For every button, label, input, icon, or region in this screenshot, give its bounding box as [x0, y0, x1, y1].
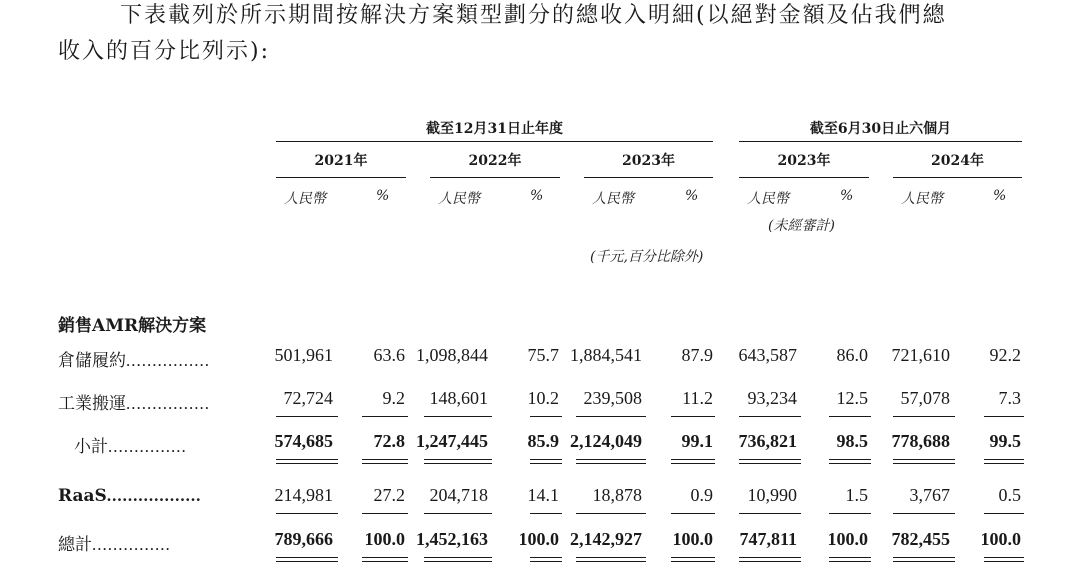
year-rule-2023-interim [739, 177, 869, 178]
amount-cell: 2,142,927 [570, 529, 642, 549]
amount-cell: 501,961 [274, 345, 333, 365]
percent-cell: 85.9 [527, 431, 559, 451]
underline-rule [739, 561, 801, 562]
year-rule-2023 [584, 177, 713, 178]
currency-label-2022: 人民幣 [438, 191, 480, 207]
underline-rule [276, 463, 338, 464]
header-interim-rule [739, 141, 1022, 142]
underline-rule [576, 463, 646, 464]
underline-rule [739, 459, 801, 460]
underline-rule [424, 513, 492, 514]
percent-cell: 92.2 [989, 345, 1021, 365]
percent-cell: 100.0 [672, 529, 713, 549]
leader-dots: ............... [108, 437, 187, 456]
pct-label-2023: % [685, 188, 699, 204]
underline-rule [893, 513, 955, 514]
underline-rule [276, 561, 338, 562]
underline-rule [576, 561, 646, 562]
currency-label-2021: 人民幣 [284, 191, 326, 207]
underline-rule [424, 459, 492, 460]
underline-rule [829, 416, 871, 417]
percent-cell: 11.2 [682, 388, 713, 408]
underline-rule [362, 557, 408, 558]
underline-rule [984, 513, 1024, 514]
year-rule-2022 [430, 177, 560, 178]
leader-dots: ................ [126, 394, 210, 413]
underline-rule [829, 513, 871, 514]
underline-rule [829, 459, 871, 460]
underline-rule [576, 513, 646, 514]
row-label [58, 486, 201, 506]
percent-cell: 100.0 [827, 529, 868, 549]
amount-cell: 148,601 [429, 388, 488, 408]
amount-cell: 736,821 [738, 431, 797, 451]
underline-rule [739, 463, 801, 464]
year-header-2023: 2023年 [622, 153, 675, 169]
underline-rule [671, 561, 715, 562]
underline-rule [276, 513, 338, 514]
underline-rule [276, 557, 338, 558]
underline-rule [984, 561, 1024, 562]
year-header-2022: 2022年 [468, 153, 522, 169]
underline-rule [893, 463, 955, 464]
row-label-text: 總計 [58, 535, 92, 555]
percent-cell: 12.5 [836, 388, 868, 408]
amount-cell: 57,078 [900, 388, 950, 408]
year-header-2021: 2021年 [314, 153, 368, 169]
underline-rule [671, 459, 715, 460]
amount-cell: 1,452,163 [416, 529, 488, 549]
percent-cell: 99.1 [681, 431, 713, 451]
amount-cell: 93,234 [747, 388, 797, 408]
underline-rule [893, 459, 955, 460]
underline-rule [530, 459, 562, 460]
underline-rule [530, 557, 562, 558]
underline-rule [424, 463, 492, 464]
year-rule-2024 [893, 177, 1022, 178]
header-annual-rule [276, 141, 713, 142]
percent-cell: 1.5 [845, 485, 868, 505]
underline-rule [739, 557, 801, 558]
amount-cell: 643,587 [738, 345, 797, 365]
percent-cell: 7.3 [998, 388, 1021, 408]
intro-line-2: 收入的百分比列示): [58, 39, 270, 64]
underline-rule [424, 416, 492, 417]
row-label [58, 389, 210, 414]
percent-cell: 87.9 [681, 345, 713, 365]
amount-cell: 10,990 [747, 485, 797, 505]
pct-label-2021: % [376, 188, 390, 204]
row-label-text: RaaS [58, 486, 107, 506]
unit-note: (千元,百分比除外) [590, 249, 704, 265]
percent-cell: 100.0 [364, 529, 405, 549]
amount-cell: 1,884,541 [570, 345, 642, 365]
underline-rule [671, 463, 715, 464]
header-annual-period: 截至12月31日止年度 [426, 121, 563, 137]
row-label-text: 工業搬運 [58, 394, 126, 414]
underline-rule [893, 416, 955, 417]
percent-cell: 72.8 [373, 431, 405, 451]
amount-cell: 782,455 [891, 529, 950, 549]
underline-rule [671, 513, 715, 514]
underline-rule [893, 557, 955, 558]
underline-rule [424, 561, 492, 562]
underline-rule [671, 557, 715, 558]
underline-rule [362, 416, 408, 417]
amount-cell: 1,247,445 [416, 431, 488, 451]
underline-rule [671, 416, 715, 417]
underline-rule [362, 459, 408, 460]
amount-cell: 239,508 [583, 388, 642, 408]
unaudited-note: (未經審計) [768, 218, 835, 234]
pct-label-2024: % [993, 188, 1007, 204]
underline-rule [530, 463, 562, 464]
percent-cell: 27.2 [373, 485, 405, 505]
underline-rule [893, 561, 955, 562]
amount-cell: 3,767 [909, 485, 950, 505]
year-header-2023-interim: 2023年 [777, 153, 831, 169]
amount-cell: 2,124,049 [570, 431, 642, 451]
percent-cell: 9.2 [382, 388, 405, 408]
underline-rule [829, 463, 871, 464]
pct-label-2023-interim: % [840, 188, 854, 204]
currency-label-2023: 人民幣 [592, 191, 634, 207]
amount-cell: 1,098,844 [416, 345, 488, 365]
amount-cell: 789,666 [274, 529, 333, 549]
leader-dots: ............... [92, 535, 171, 554]
underline-rule [984, 416, 1024, 417]
percent-cell: 100.0 [980, 529, 1021, 549]
underline-rule [530, 513, 562, 514]
percent-cell: 0.5 [998, 485, 1021, 505]
row-label [58, 530, 171, 555]
underline-rule [530, 416, 562, 417]
year-rule-2021 [276, 177, 406, 178]
underline-rule [424, 557, 492, 558]
underline-rule [276, 416, 338, 417]
percent-cell: 0.9 [690, 485, 713, 505]
leader-dots: ................ [126, 351, 210, 370]
amount-cell: 747,811 [739, 529, 797, 549]
underline-rule [576, 557, 646, 558]
leader-dots: .................. [106, 486, 202, 505]
percent-cell: 63.6 [373, 345, 405, 365]
amount-cell: 72,724 [283, 388, 333, 408]
row-label-text: 小計 [74, 437, 108, 457]
pct-label-2022: % [530, 188, 544, 204]
row-label-text: 倉儲履約 [58, 351, 126, 371]
currency-label-2024: 人民幣 [901, 191, 943, 207]
underline-rule [984, 557, 1024, 558]
row-label [58, 346, 210, 371]
underline-rule [576, 459, 646, 460]
percent-cell: 10.2 [527, 388, 559, 408]
underline-rule [362, 561, 408, 562]
underline-rule [829, 557, 871, 558]
intro-line-1: 下表載列於所示期間按解決方案類型劃分的總收入明細(以絕對金額及佔我們總 [120, 3, 947, 28]
percent-cell: 98.5 [836, 431, 868, 451]
percent-cell: 99.5 [989, 431, 1021, 451]
percent-cell: 86.0 [836, 345, 868, 365]
header-interim-period: 截至6月30日止六個月 [809, 121, 952, 137]
currency-label-2023-interim: 人民幣 [747, 191, 789, 207]
underline-rule [362, 463, 408, 464]
row-label [74, 432, 187, 457]
underline-rule [362, 513, 408, 514]
amount-cell: 18,878 [592, 485, 642, 505]
percent-cell: 14.1 [527, 485, 559, 505]
amount-cell: 721,610 [891, 345, 950, 365]
underline-rule [530, 561, 562, 562]
underline-rule [829, 561, 871, 562]
amount-cell: 204,718 [429, 485, 488, 505]
section-title-amr: 銷售AMR解決方案 [58, 316, 207, 336]
percent-cell: 75.7 [527, 345, 559, 365]
amount-cell: 574,685 [274, 431, 333, 451]
amount-cell: 778,688 [891, 431, 950, 451]
amount-cell: 214,981 [274, 485, 333, 505]
year-header-2024: 2024年 [931, 153, 984, 169]
underline-rule [984, 463, 1024, 464]
underline-rule [276, 459, 338, 460]
underline-rule [984, 459, 1024, 460]
underline-rule [576, 416, 646, 417]
percent-cell: 100.0 [518, 529, 559, 549]
underline-rule [739, 416, 801, 417]
underline-rule [739, 513, 801, 514]
